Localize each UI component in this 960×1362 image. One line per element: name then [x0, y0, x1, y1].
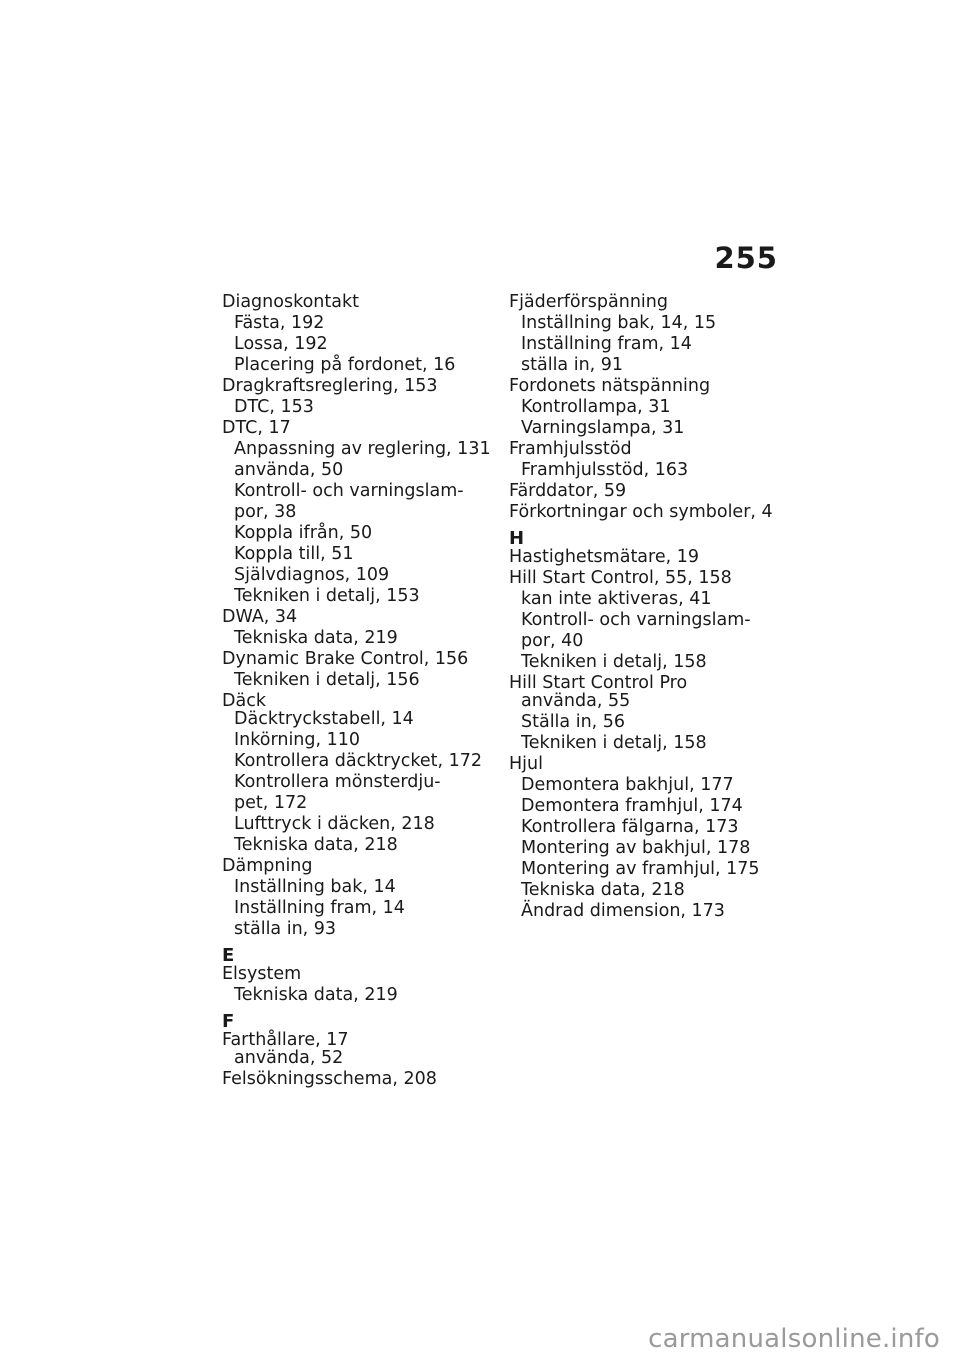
index-subentry: Lossa, 192 [234, 334, 328, 354]
index-subentry: Placering på fordonet, 16 [234, 355, 456, 375]
index-subentry: Kontroll- och varningslam- [521, 610, 751, 630]
index-subentry: kan inte aktiveras, 41 [521, 589, 712, 609]
index-subentry: Koppla ifrån, 50 [234, 523, 373, 543]
index-entry: Färddator, 59 [509, 481, 627, 501]
index-subentry: por, 40 [521, 631, 584, 651]
watermark-text: carmanualsonline.info [648, 1324, 940, 1354]
index-subentry: använda, 55 [521, 691, 631, 711]
index-entry: DWA, 34 [222, 607, 298, 627]
index-subentry: Inställning bak, 14, 15 [521, 313, 717, 333]
index-entry: Dämpning [222, 856, 313, 876]
index-subentry: Kontrollera mönsterdju- [234, 772, 441, 792]
index-entry: Dynamic Brake Control, 156 [222, 649, 469, 669]
index-subentry: pet, 172 [234, 793, 308, 813]
index-column-right [509, 292, 779, 922]
index-entry: Förkortningar och symboler, 4 [509, 502, 773, 522]
index-subentry: Demontera framhjul, 174 [521, 796, 743, 816]
index-subentry: Tekniska data, 219 [234, 985, 398, 1005]
index-entry: Elsystem [222, 964, 302, 984]
index-entry: Fordonets nätspänning [509, 376, 711, 396]
index-subentry: ställa in, 91 [521, 355, 624, 375]
index-subentry: använda, 50 [234, 460, 344, 480]
index-subentry: Framhjulsstöd, 163 [521, 460, 689, 480]
index-subentry: Tekniken i detalj, 156 [234, 670, 420, 690]
index-subentry: Ändrad dimension, 173 [521, 901, 725, 921]
index-subentry: Montering av bakhjul, 178 [521, 838, 751, 858]
index-column-left [222, 292, 492, 1090]
index-subentry: Tekniken i detalj, 158 [521, 733, 707, 753]
index-entry: Hjul [509, 754, 543, 774]
index-subentry: Tekniken i detalj, 158 [521, 652, 707, 672]
index-subentry: Kontroll- och varningslam- [234, 481, 464, 501]
index-subentry: Kontrollera däcktrycket, 172 [234, 751, 483, 771]
index-entry: Hill Start Control, 55, 158 [509, 568, 732, 588]
index-subentry: Ställa in, 56 [521, 712, 626, 732]
index-subentry: Självdiagnos, 109 [234, 565, 390, 585]
index-subentry: Montering av framhjul, 175 [521, 859, 760, 879]
index-subentry: Inställning bak, 14 [234, 877, 396, 897]
index-entry: Hill Start Control Pro [509, 673, 688, 693]
index-entry: Diagnoskontakt [222, 292, 359, 312]
index-subentry: Tekniska data, 219 [234, 628, 398, 648]
index-entry: Fjäderförspänning [509, 292, 668, 312]
index-subentry: Inställning fram, 14 [234, 898, 405, 918]
index-entry: Felsökningsschema, 208 [222, 1069, 437, 1089]
index-letter-heading: E [222, 945, 235, 966]
index-subentry: por, 38 [234, 502, 297, 522]
index-subentry: Kontrollampa, 31 [521, 397, 671, 417]
index-subentry: Däcktryckstabell, 14 [234, 709, 414, 729]
index-subentry: ställa in, 93 [234, 919, 337, 939]
index-entry: Hastighetsmätare, 19 [509, 547, 699, 567]
page-number: 255 [714, 241, 778, 275]
index-entry: Dragkraftsreglering, 153 [222, 376, 438, 396]
index-entry: Farthållare, 17 [222, 1030, 349, 1050]
index-subentry: Varningslampa, 31 [521, 418, 685, 438]
index-letter-heading: H [509, 528, 525, 549]
index-entry: Däck [222, 691, 266, 711]
index-subentry: Koppla till, 51 [234, 544, 354, 564]
index-subentry: Fästa, 192 [234, 313, 325, 333]
index-subentry: Tekniken i detalj, 153 [234, 586, 420, 606]
index-subentry: använda, 52 [234, 1048, 344, 1068]
index-subentry: Anpassning av reglering, 131 [234, 439, 491, 459]
index-subentry: Kontrollera fälgarna, 173 [521, 817, 739, 837]
index-subentry: Tekniska data, 218 [234, 835, 398, 855]
index-subentry: Demontera bakhjul, 177 [521, 775, 734, 795]
index-subentry: DTC, 153 [234, 397, 314, 417]
index-entry: DTC, 17 [222, 418, 291, 438]
index-subentry: Inställning fram, 14 [521, 334, 692, 354]
index-letter-heading: F [222, 1011, 235, 1032]
index-entry: Framhjulsstöd [509, 439, 632, 459]
index-subentry: Lufttryck i däcken, 218 [234, 814, 435, 834]
index-subentry: Tekniska data, 218 [521, 880, 685, 900]
index-subentry: Inkörning, 110 [234, 730, 361, 750]
